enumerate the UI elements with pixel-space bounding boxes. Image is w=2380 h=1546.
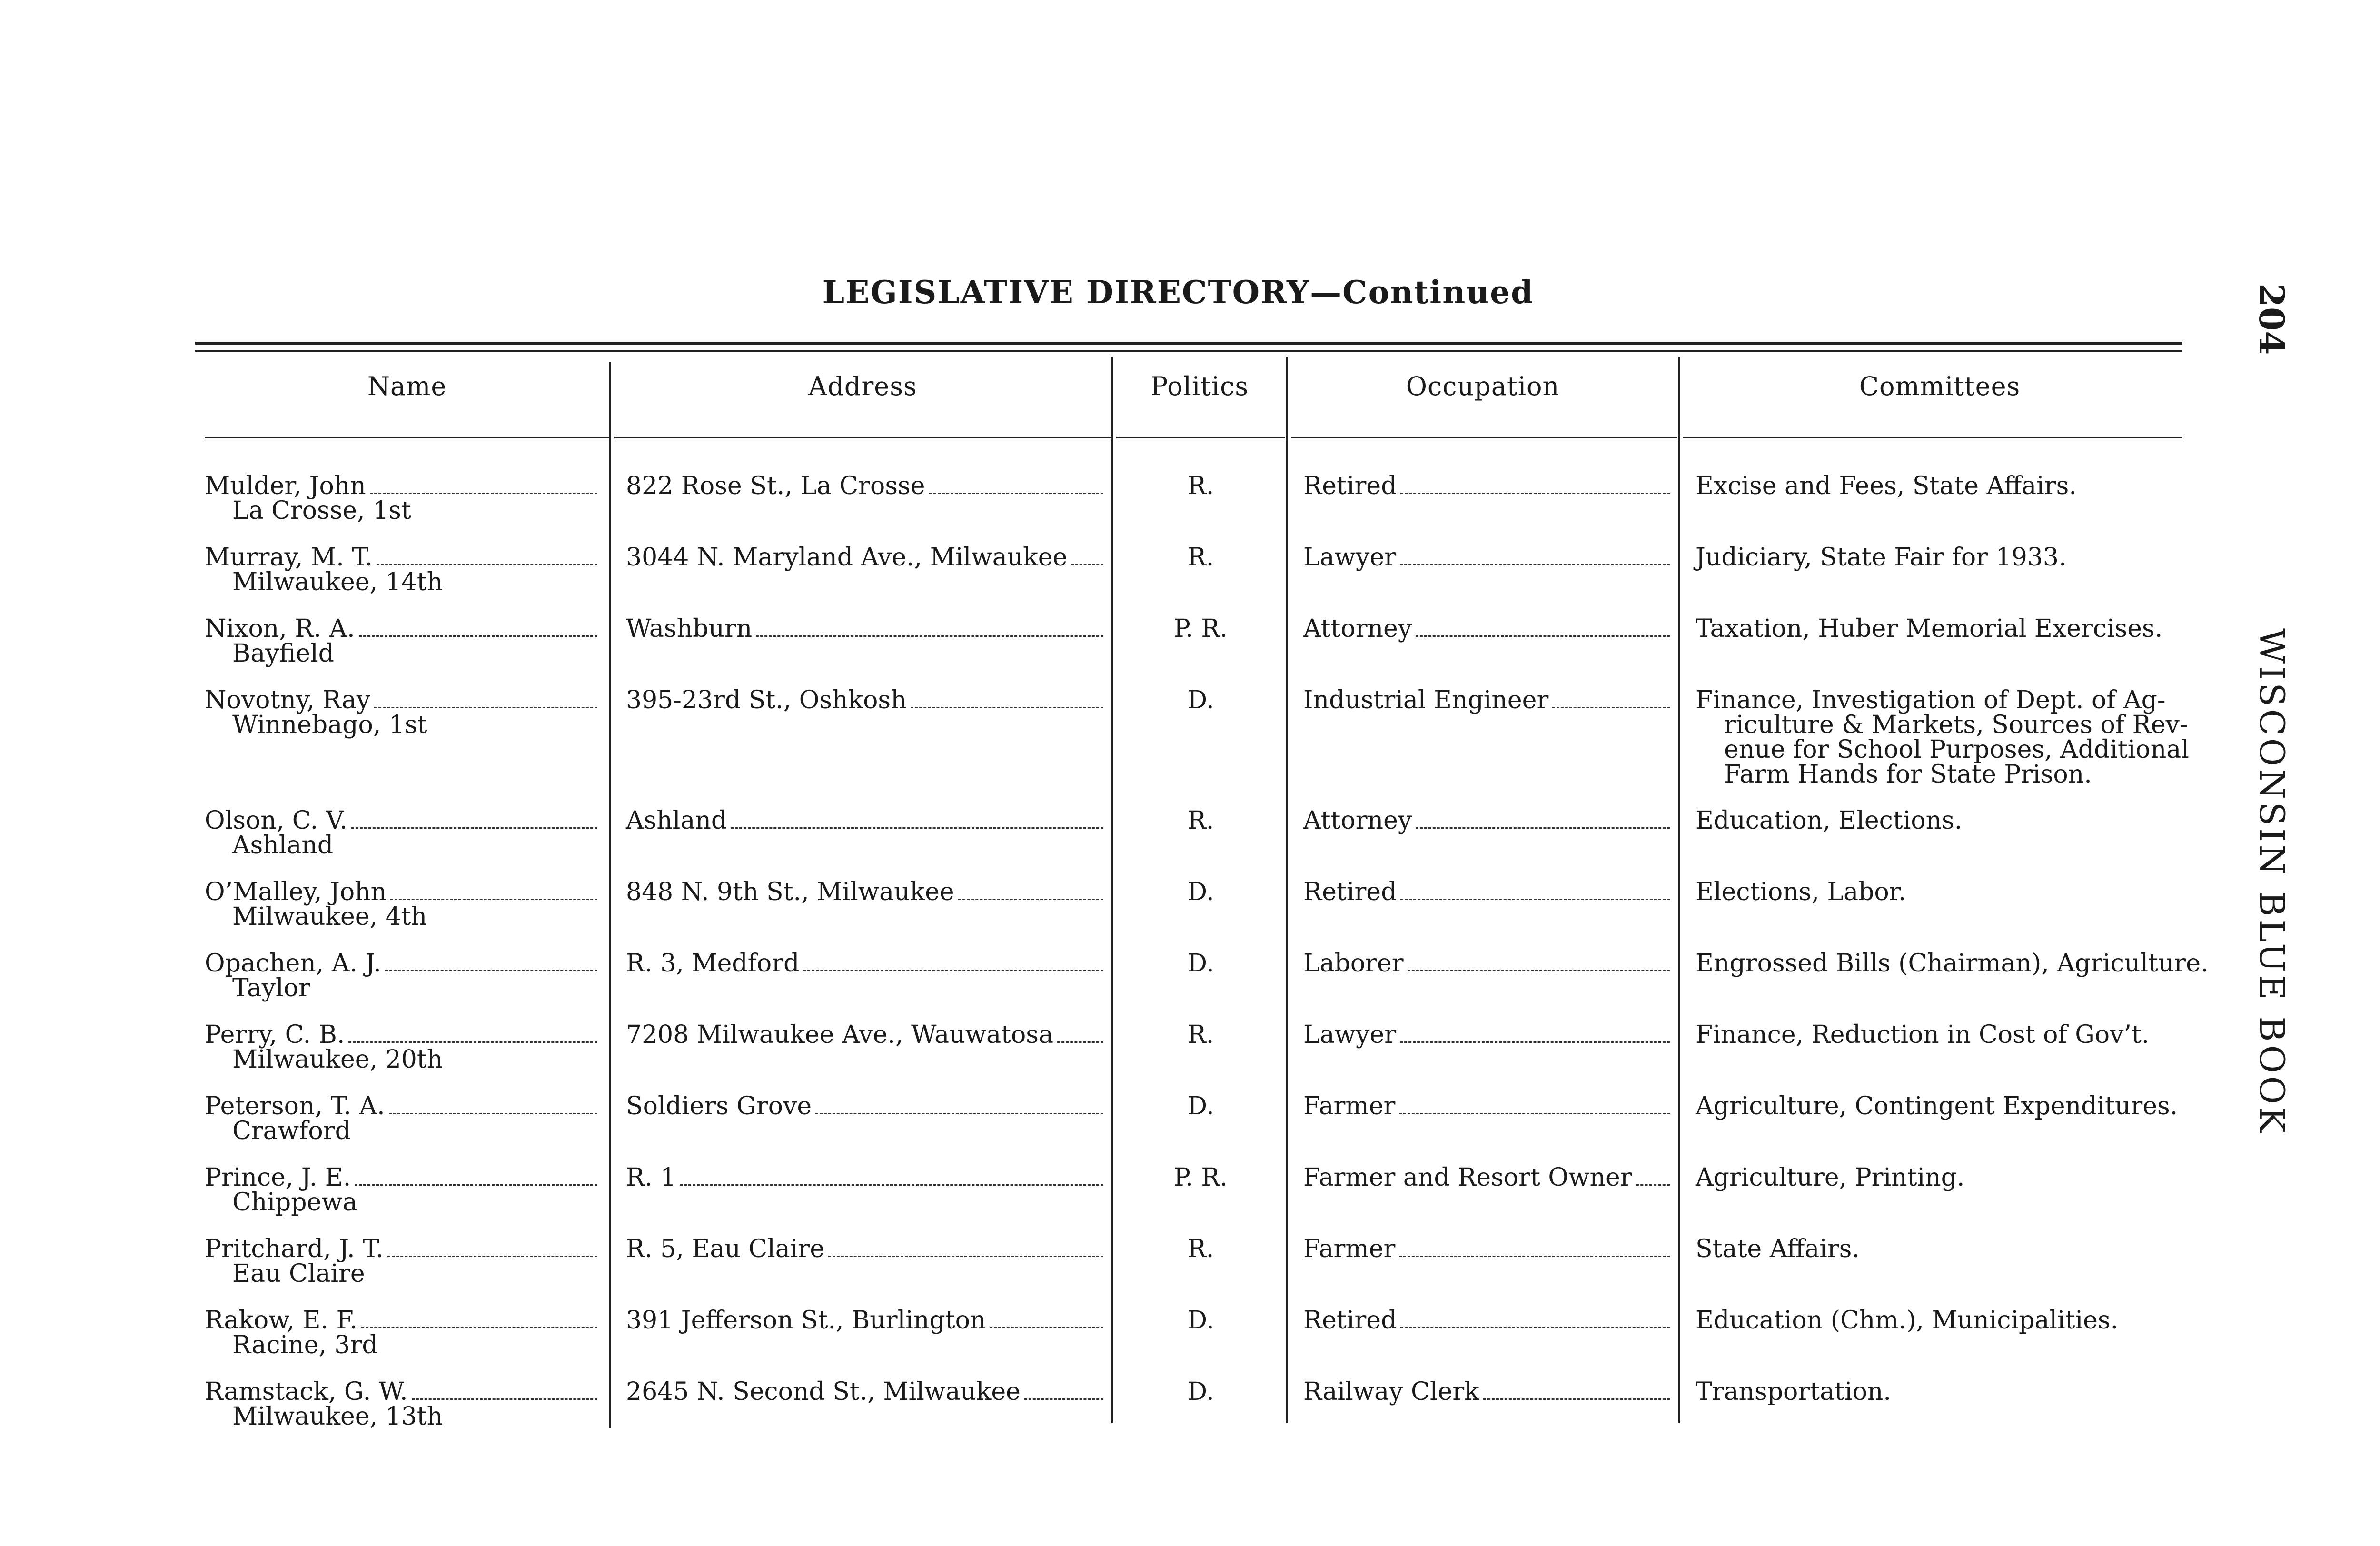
dot-leader: [351, 827, 597, 829]
dot-leader: [370, 493, 597, 494]
top-rule-thin: [195, 350, 2182, 352]
dot-leader: [374, 707, 597, 708]
member-address: 391 Jefferson St., Burlington: [626, 1306, 986, 1335]
dot-leader: [1024, 1398, 1103, 1400]
member-occupation: Laborer: [1303, 949, 1404, 978]
dot-leader: [361, 1327, 597, 1328]
member-name: Olson, C. V.: [205, 806, 347, 835]
member-occupation: Farmer: [1303, 1235, 1396, 1263]
dot-leader: [680, 1184, 1103, 1186]
member-committees: State Affairs.: [1696, 1235, 1860, 1263]
member-name: Pritchard, J. T.: [205, 1235, 384, 1263]
member-politics: D.: [1187, 878, 1214, 906]
member-district: Milwaukee, 20th: [232, 1045, 443, 1074]
member-district: Racine, 3rd: [232, 1331, 378, 1359]
member-occupation: Retired: [1303, 1306, 1397, 1335]
member-committees: riculture & Markets, Sources of Rev-: [1724, 711, 2188, 739]
member-politics: R.: [1187, 1021, 1214, 1049]
dot-leader: [1399, 1256, 1670, 1257]
member-committees: Finance, Reduction in Cost of Gov’t.: [1696, 1021, 2150, 1049]
dot-leader: [911, 707, 1103, 708]
member-committees: Education, Elections.: [1696, 806, 1963, 835]
dot-leader: [359, 635, 597, 637]
member-politics: D.: [1187, 1378, 1214, 1406]
column-header-address: Address: [808, 371, 917, 401]
member-address: R. 5, Eau Claire: [626, 1235, 825, 1263]
member-politics: R.: [1187, 806, 1214, 835]
member-name: Murray, M. T.: [205, 543, 373, 572]
dot-leader: [1400, 493, 1670, 494]
member-occupation: Industrial Engineer: [1303, 686, 1549, 714]
column-divider: [1678, 357, 1680, 1423]
column-header-name: Name: [367, 371, 447, 401]
dot-leader: [1552, 707, 1670, 708]
dot-leader: [412, 1398, 597, 1400]
dot-leader: [1636, 1184, 1670, 1186]
member-district: Milwaukee, 14th: [232, 568, 443, 596]
dot-leader: [390, 899, 597, 900]
member-politics: D.: [1187, 686, 1214, 714]
dot-leader: [929, 493, 1104, 494]
column-header-occupation: Occupation: [1406, 371, 1560, 401]
member-address: Ashland: [626, 806, 727, 835]
dot-leader: [731, 827, 1103, 829]
member-committees: Finance, Investigation of Dept. of Ag-: [1696, 686, 2166, 714]
member-committees: Transportation.: [1696, 1378, 1891, 1406]
member-committees: Agriculture, Printing.: [1696, 1163, 1965, 1192]
member-politics: D.: [1187, 1306, 1214, 1335]
dot-leader: [1483, 1398, 1670, 1400]
dot-leader: [1057, 1041, 1103, 1043]
member-address: R. 3, Medford: [626, 949, 800, 978]
member-politics: R.: [1187, 543, 1214, 572]
member-politics: P. R.: [1173, 1163, 1228, 1192]
member-address: Soldiers Grove: [626, 1092, 812, 1120]
member-politics: R.: [1187, 472, 1214, 500]
dot-leader: [1400, 1327, 1670, 1328]
member-committees: Agriculture, Contingent Expenditures.: [1696, 1092, 2178, 1120]
member-district: Milwaukee, 4th: [232, 902, 427, 931]
dot-leader: [1416, 635, 1670, 637]
member-politics: R.: [1187, 1235, 1214, 1263]
dot-leader: [803, 970, 1103, 971]
member-name: Peterson, T. A.: [205, 1092, 385, 1120]
column-header-politics: Politics: [1150, 371, 1249, 401]
member-district: Chippewa: [232, 1188, 357, 1217]
member-committees: Judiciary, State Fair for 1933.: [1696, 543, 2067, 572]
member-name: Nixon, R. A.: [205, 614, 355, 643]
header-rule: [205, 437, 609, 438]
dot-leader: [1400, 1041, 1670, 1043]
dot-leader: [828, 1256, 1103, 1257]
member-politics: D.: [1187, 1092, 1214, 1120]
member-district: La Crosse, 1st: [232, 496, 411, 525]
member-address: 7208 Milwaukee Ave., Wauwatosa: [626, 1021, 1053, 1049]
member-name: Ramstack, G. W.: [205, 1378, 408, 1406]
member-committees: Farm Hands for State Prison.: [1724, 760, 2092, 789]
member-committees: enue for School Purposes, Additional: [1724, 735, 2189, 764]
member-occupation: Retired: [1303, 472, 1397, 500]
member-name: Novotny, Ray: [205, 686, 371, 714]
dot-leader: [1416, 827, 1670, 829]
member-occupation: Farmer and Resort Owner: [1303, 1163, 1632, 1192]
member-address: R. 1: [626, 1163, 676, 1192]
dot-leader: [1400, 564, 1670, 565]
member-occupation: Attorney: [1303, 806, 1412, 835]
member-district: Eau Claire: [232, 1259, 365, 1288]
dot-leader: [1399, 1113, 1670, 1114]
dot-leader: [958, 899, 1103, 900]
dot-leader: [990, 1327, 1103, 1328]
member-district: Bayfield: [232, 639, 334, 668]
member-address: 848 N. 9th St., Milwaukee: [626, 878, 954, 906]
column-header-committees: Committees: [1859, 371, 2021, 401]
member-address: 395-23rd St., Oshkosh: [626, 686, 907, 714]
member-district: Ashland: [232, 831, 334, 860]
dot-leader: [377, 564, 597, 565]
member-occupation: Farmer: [1303, 1092, 1396, 1120]
dot-leader: [1400, 899, 1670, 900]
member-district: Winnebago, 1st: [232, 711, 427, 739]
member-occupation: Retired: [1303, 878, 1397, 906]
member-politics: D.: [1187, 949, 1214, 978]
header-rule: [1683, 437, 2182, 438]
dot-leader: [756, 635, 1103, 637]
member-address: 3044 N. Maryland Ave., Milwaukee: [626, 543, 1068, 572]
member-name: Opachen, A. J.: [205, 949, 381, 978]
column-divider: [609, 362, 611, 1428]
header-rule: [1116, 437, 1285, 438]
page-title: LEGISLATIVE DIRECTORY—Continued: [822, 274, 1534, 311]
page-number: 204: [2251, 283, 2292, 355]
member-occupation: Lawyer: [1303, 1021, 1397, 1049]
member-occupation: Railway Clerk: [1303, 1378, 1479, 1406]
book-title: WISCONSIN BLUE BOOK: [2252, 628, 2292, 1136]
dot-leader: [1071, 564, 1103, 565]
member-district: Taylor: [232, 974, 310, 1002]
member-occupation: Lawyer: [1303, 543, 1397, 572]
member-committees: Elections, Labor.: [1696, 878, 1906, 906]
header-rule: [1291, 437, 1677, 438]
member-committees: Engrossed Bills (Chairman), Agriculture.: [1696, 949, 2209, 978]
member-committees: Education (Chm.), Municipalities.: [1696, 1306, 2119, 1335]
dot-leader: [355, 1184, 597, 1186]
member-name: Perry, C. B.: [205, 1021, 345, 1049]
header-rule: [614, 437, 1111, 438]
dot-leader: [389, 1113, 597, 1114]
dot-leader: [385, 970, 597, 971]
member-address: 2645 N. Second St., Milwaukee: [626, 1378, 1021, 1406]
member-district: Milwaukee, 13th: [232, 1402, 443, 1431]
dot-leader: [348, 1041, 597, 1043]
top-rule-thick: [195, 342, 2182, 345]
member-name: Rakow, E. F.: [205, 1306, 358, 1335]
column-divider: [1286, 357, 1288, 1423]
dot-leader: [815, 1113, 1103, 1114]
member-address: Washburn: [626, 614, 753, 643]
member-name: Prince, J. E.: [205, 1163, 351, 1192]
member-name: Mulder, John: [205, 472, 366, 500]
dot-leader: [387, 1256, 597, 1257]
member-name: O’Malley, John: [205, 878, 387, 906]
member-address: 822 Rose St., La Crosse: [626, 472, 925, 500]
member-occupation: Attorney: [1303, 614, 1412, 643]
member-district: Crawford: [232, 1117, 351, 1145]
dot-leader: [1408, 970, 1670, 971]
member-politics: P. R.: [1173, 614, 1228, 643]
column-divider: [1111, 357, 1113, 1423]
member-committees: Excise and Fees, State Affairs.: [1696, 472, 2077, 500]
member-committees: Taxation, Huber Memorial Exercises.: [1696, 614, 2163, 643]
